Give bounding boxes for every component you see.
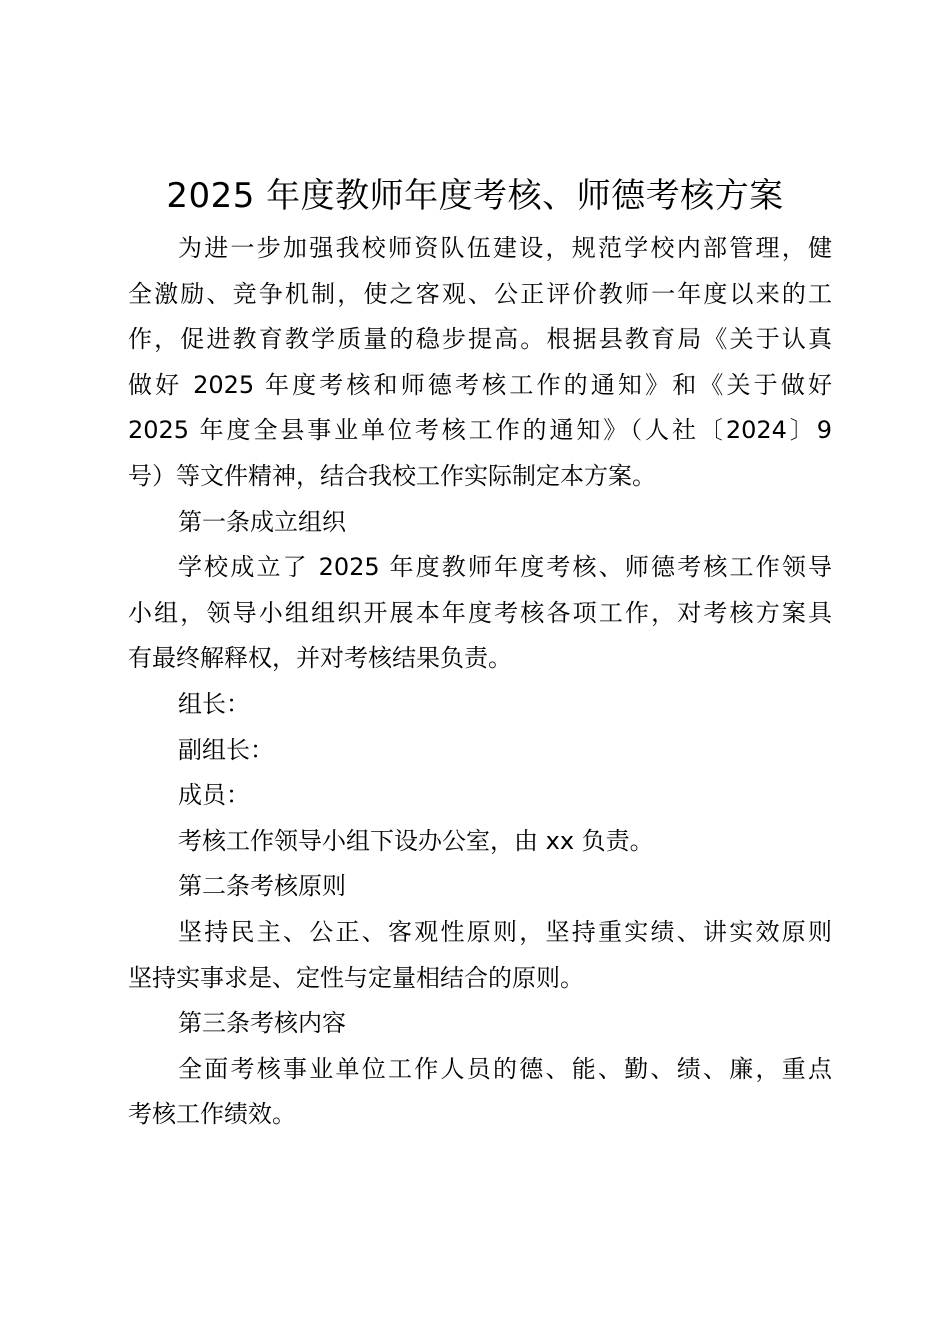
text-line: 坚持民主、公正、客观性原则，坚持重实绩、讲实效原则	[178, 917, 832, 946]
text-line: 学校成立了 2025 年度教师年度考核、师德考核工作领导	[178, 553, 832, 582]
text-line: 2025 年度全县事业单位考核工作的通知》（人社〔2024〕9	[128, 416, 832, 445]
text-line: 考核工作绩效。	[128, 1100, 296, 1129]
document-body	[128, 226, 832, 1138]
text-line: 第一条成立组织	[178, 507, 346, 536]
text-line: 第三条考核内容	[178, 1009, 346, 1038]
text-line: 坚持实事求是、定性与定量相结合的原则。	[128, 963, 584, 992]
text-line: 有最终解释权，并对考核结果负责。	[128, 644, 512, 673]
text-line: 做好 2025 年度考核和师德考核工作的通知》和《关于做好	[128, 370, 832, 399]
text-line: 副组长：	[178, 735, 274, 764]
text-line: 第二条考核原则	[178, 872, 346, 901]
document-title: 2025 年度教师年度考核、师德考核方案	[166, 176, 784, 216]
text-line: 成员：	[178, 781, 250, 810]
text-line: 考核工作领导小组下设办公室，由 xx 负责。	[178, 826, 654, 855]
text-line: 作，促进教育教学质量的稳步提高。根据县教育局《关于认真	[128, 325, 832, 354]
text-line: 号）等文件精神，结合我校工作实际制定本方案。	[128, 461, 656, 490]
text-line: 组长：	[178, 689, 250, 718]
text-line: 小组，领导小组组织开展本年度考核各项工作，对考核方案具	[128, 598, 832, 627]
text-line: 全面考核事业单位工作人员的德、能、勤、绩、廉，重点	[178, 1054, 832, 1083]
text-line: 全激励、竞争机制，使之客观、公正评价教师一年度以来的工	[128, 279, 832, 308]
text-line: 为进一步加强我校师资队伍建设，规范学校内部管理，健	[178, 234, 832, 262]
